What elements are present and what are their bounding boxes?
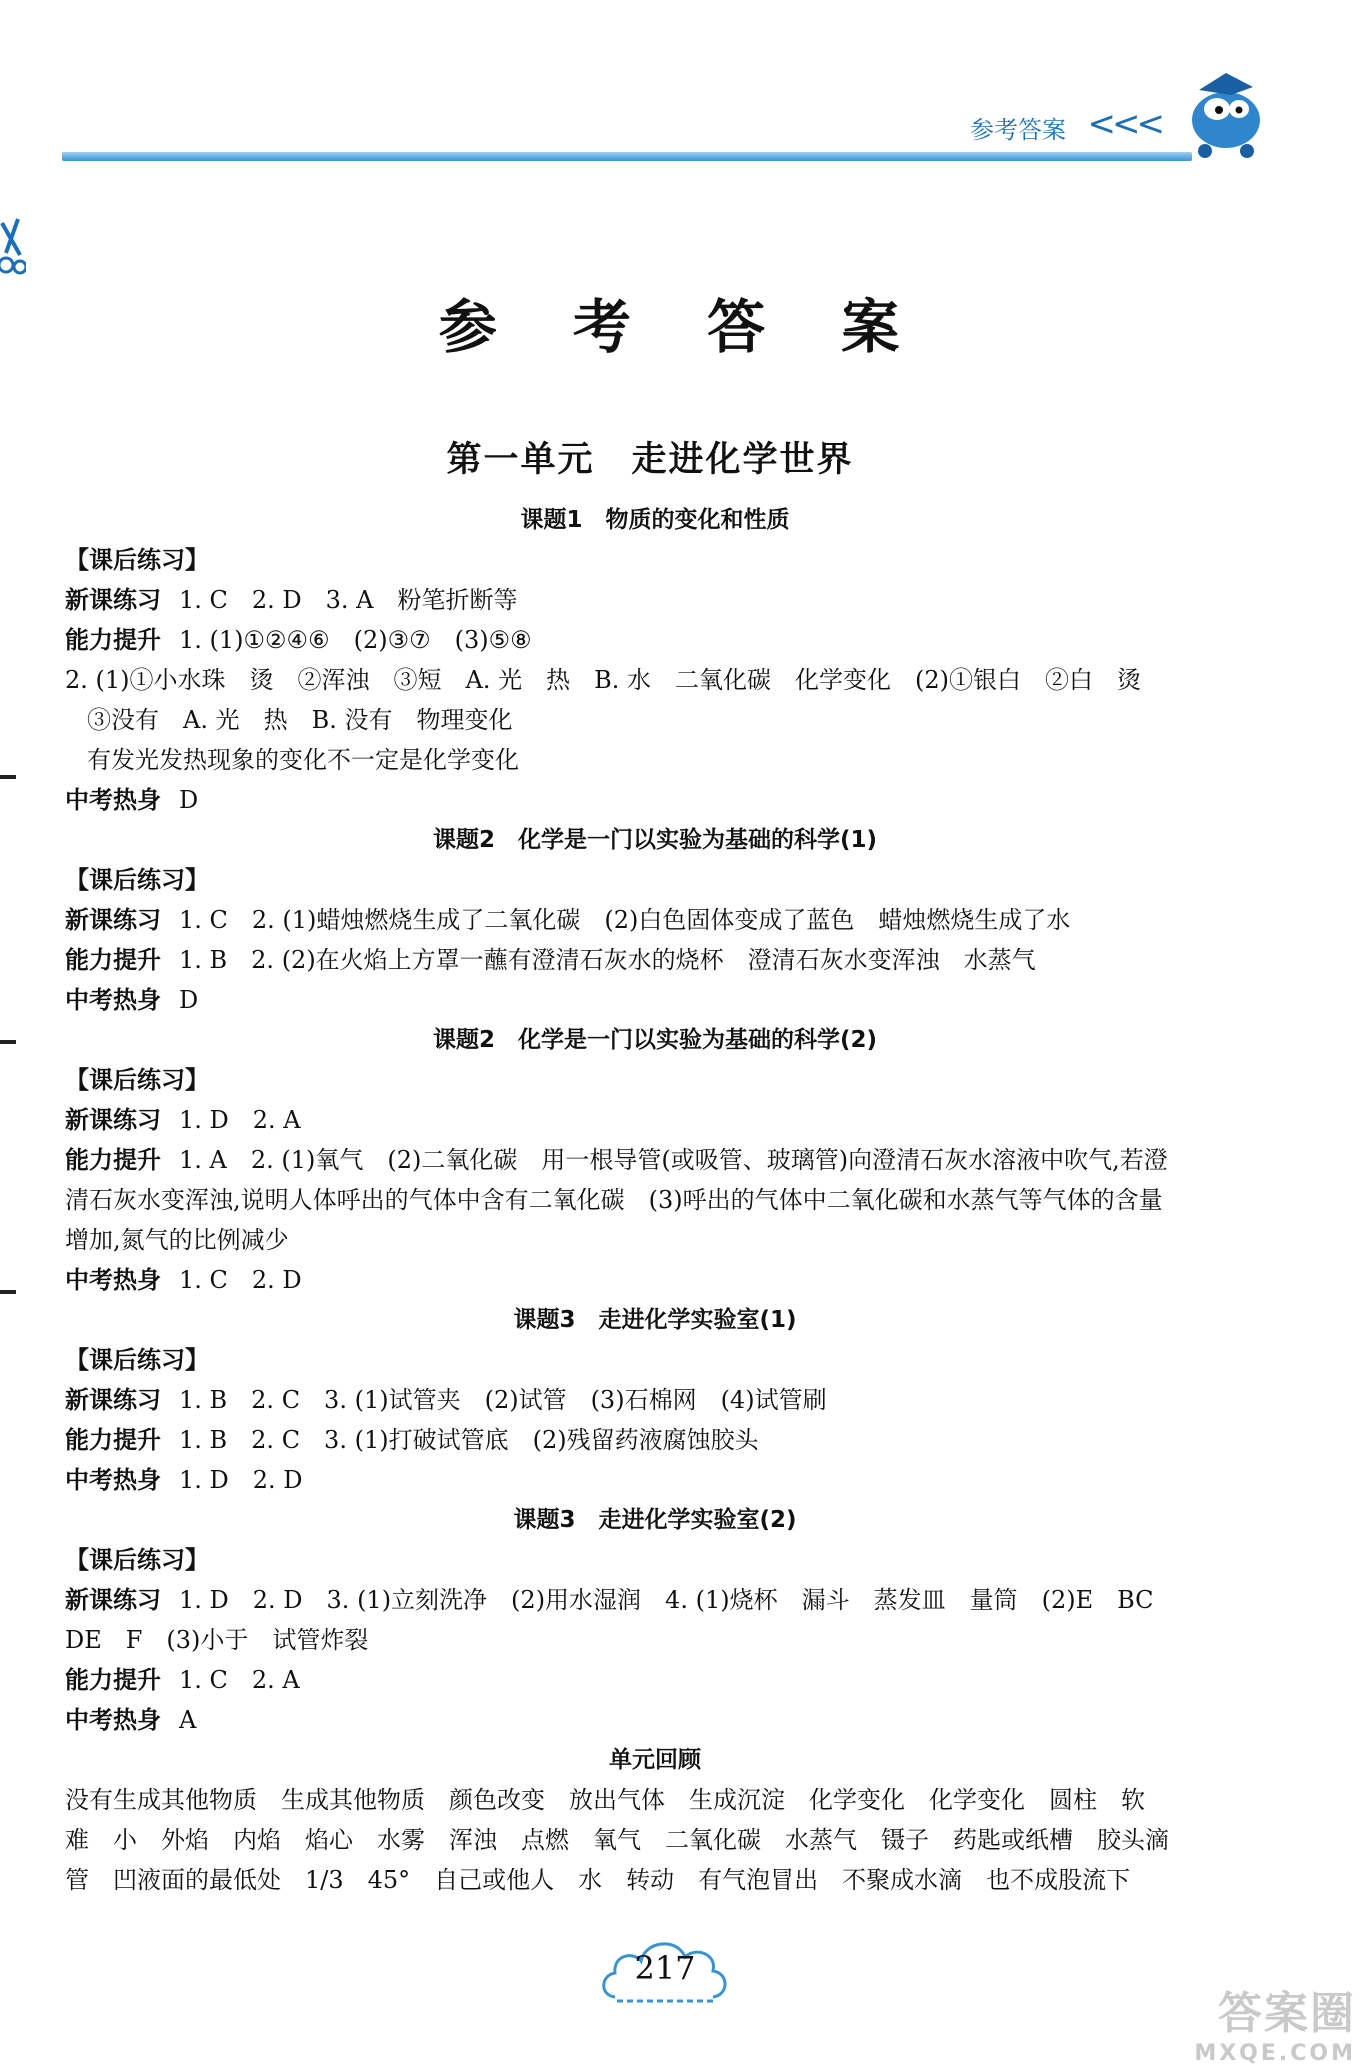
answer-text-line: 增加,氮气的比例减少 [65,1226,289,1254]
answer-text: 1. C 2. D [179,1266,302,1294]
answer-category-label: 中考热身 [65,1466,161,1494]
answer-text: 1. C 2. (1)蜡烛燃烧生成了二氧化碳 (2)白色固体变成了蓝色 蜡烛燃烧生成了水 [179,906,1071,934]
answer-category-label: 新课练习 [65,586,161,614]
answer-list [65,500,1245,1900]
answer-line [65,1420,1245,1460]
answer-line [65,1660,1245,1700]
answer-category-label: 能力提升 [65,1426,161,1454]
answer-category-label: 能力提升 [65,1146,161,1174]
answer-category-label: 新课练习 [65,1386,161,1414]
section-heading: 课题1 物质的变化和性质 [520,507,790,533]
answer-category-label: 中考热身 [65,1706,161,1734]
answer-line [65,580,1245,620]
answer-text-line: 有发光发热现象的变化不一定是化学变化 [87,746,519,774]
answer-category-label: 能力提升 [65,946,161,974]
answer-text: 1. B 2. C 3. (1)打破试管底 (2)残留药液腐蚀胶头 [179,1426,759,1454]
answer-line [65,620,1245,660]
answer-line [65,1140,1245,1180]
answer-text-line: 清石灰水变浑浊,说明人体呼出的气体中含有二氧化碳 (3)呼出的气体中二氧化碳和水蒸气等气体的含量 [65,1186,1163,1214]
answer-line [65,980,1245,1020]
answer-category-label: 中考热身 [65,986,161,1014]
exercise-group-label: 【课后练习】 [65,546,209,574]
answer-category-label: 新课练习 [65,1106,161,1134]
answer-line [65,780,1245,820]
exercise-group-label: 【课后练习】 [65,1066,209,1094]
watermark-url: MXQE.COM [1194,2041,1356,2066]
exercise-group-label: 【课后练习】 [65,866,209,894]
section-heading: 课题2 化学是一门以实验为基础的科学(1) [432,827,878,853]
answer-text: 1. B 2. (2)在火焰上方罩一蘸有澄清石灰水的烧杯 澄清石灰水变浑浊 水蒸气 [179,946,1036,974]
cut-line-mark [0,1290,16,1294]
page-title: 参 考 答 案 [438,293,928,361]
answer-category-label: 新课练习 [65,906,161,934]
answer-text: 1. B 2. C 3. (1)试管夹 (2)试管 (3)石棉网 (4)试管刷 [179,1386,827,1414]
exercise-group-label: 【课后练习】 [65,1546,209,1574]
answer-text: 1. D 2. A [179,1106,301,1134]
answer-category-label: 中考热身 [65,1266,161,1294]
answer-text: D [179,786,199,814]
section-heading: 课题2 化学是一门以实验为基础的科学(2) [432,1027,878,1053]
answer-text: 1. (1)①②④⑥ (2)③⑦ (3)⑤⑧ [179,626,532,654]
cut-line-mark [0,775,16,779]
answer-text: 1. D 2. D [179,1466,303,1494]
answer-text-line: 难 小 外焰 内焰 焰心 水雾 浑浊 点燃 氧气 二氧化碳 水蒸气 镊子 药匙或纸槽 胶头滴 [65,1826,1169,1854]
header-label: 参考答案 [970,116,1066,144]
header-rule [62,152,1192,161]
answer-text: 1. C 2. D 3. A 粉笔折断等 [179,586,518,614]
answer-line [65,1460,1245,1500]
exercise-group-label: 【课后练习】 [65,1346,209,1374]
mascot-icon [1181,65,1271,165]
answer-text-line: 管 凹液面的最低处 1/3 45° 自己或他人 水 转动 有气泡冒出 不聚成水滴 也不成股流下 [65,1866,1131,1894]
section-heading: 课题3 走进化学实验室(1) [513,1307,797,1333]
answer-text-line: 2. (1)①小水珠 烫 ②浑浊 ③短 A. 光 热 B. 水 二氧化碳 化学变化 (2)①银白 ②白 烫 [65,666,1142,694]
answer-line [65,900,1245,940]
scissors-icon [0,215,26,285]
answer-category-label: 中考热身 [65,786,161,814]
header-chevron-icon: <<< [1087,104,1161,144]
answer-text: 1. D 2. D 3. (1)立刻洗净 (2)用水湿润 4. (1)烧杯 漏斗 蒸发皿 量筒 (2)E BC [179,1586,1154,1614]
section-heading: 课题3 走进化学实验室(2) [513,1507,797,1533]
answer-text: 1. C 2. A [179,1666,300,1694]
answer-category-label: 能力提升 [65,1666,161,1694]
page-number-badge [595,1925,735,2010]
answer-line [65,940,1245,980]
watermark [1194,1977,1356,2066]
page-number: 217 [634,1949,696,1987]
answer-text-line: DE F (3)小于 试管炸裂 [65,1626,369,1654]
answer-category-label: 能力提升 [65,626,161,654]
answer-line [65,1700,1245,1740]
answer-line [65,1260,1245,1300]
watermark-logo: 答案圈 [1218,1988,1356,2039]
cut-line-mark [0,1040,16,1044]
unit-title: 第一单元 走进化学世界 [446,439,854,480]
answer-line [65,1580,1245,1620]
answer-text-line: ③没有 A. 光 热 B. 没有 物理变化 [87,706,513,734]
answer-line [65,1380,1245,1420]
answer-text: A [179,1706,197,1734]
answer-line [65,1100,1245,1140]
answer-category-label: 新课练习 [65,1586,161,1614]
answer-text-line: 没有生成其他物质 生成其他物质 颜色改变 放出气体 生成沉淀 化学变化 化学变化 圆柱 软 [65,1786,1145,1814]
section-heading: 单元回顾 [609,1747,701,1773]
answer-text: 1. A 2. (1)氧气 (2)二氧化碳 用一根导管(或吸管、玻璃管)向澄清石灰水溶液中吹气,若澄 [179,1146,1168,1174]
answer-text: D [179,986,199,1014]
